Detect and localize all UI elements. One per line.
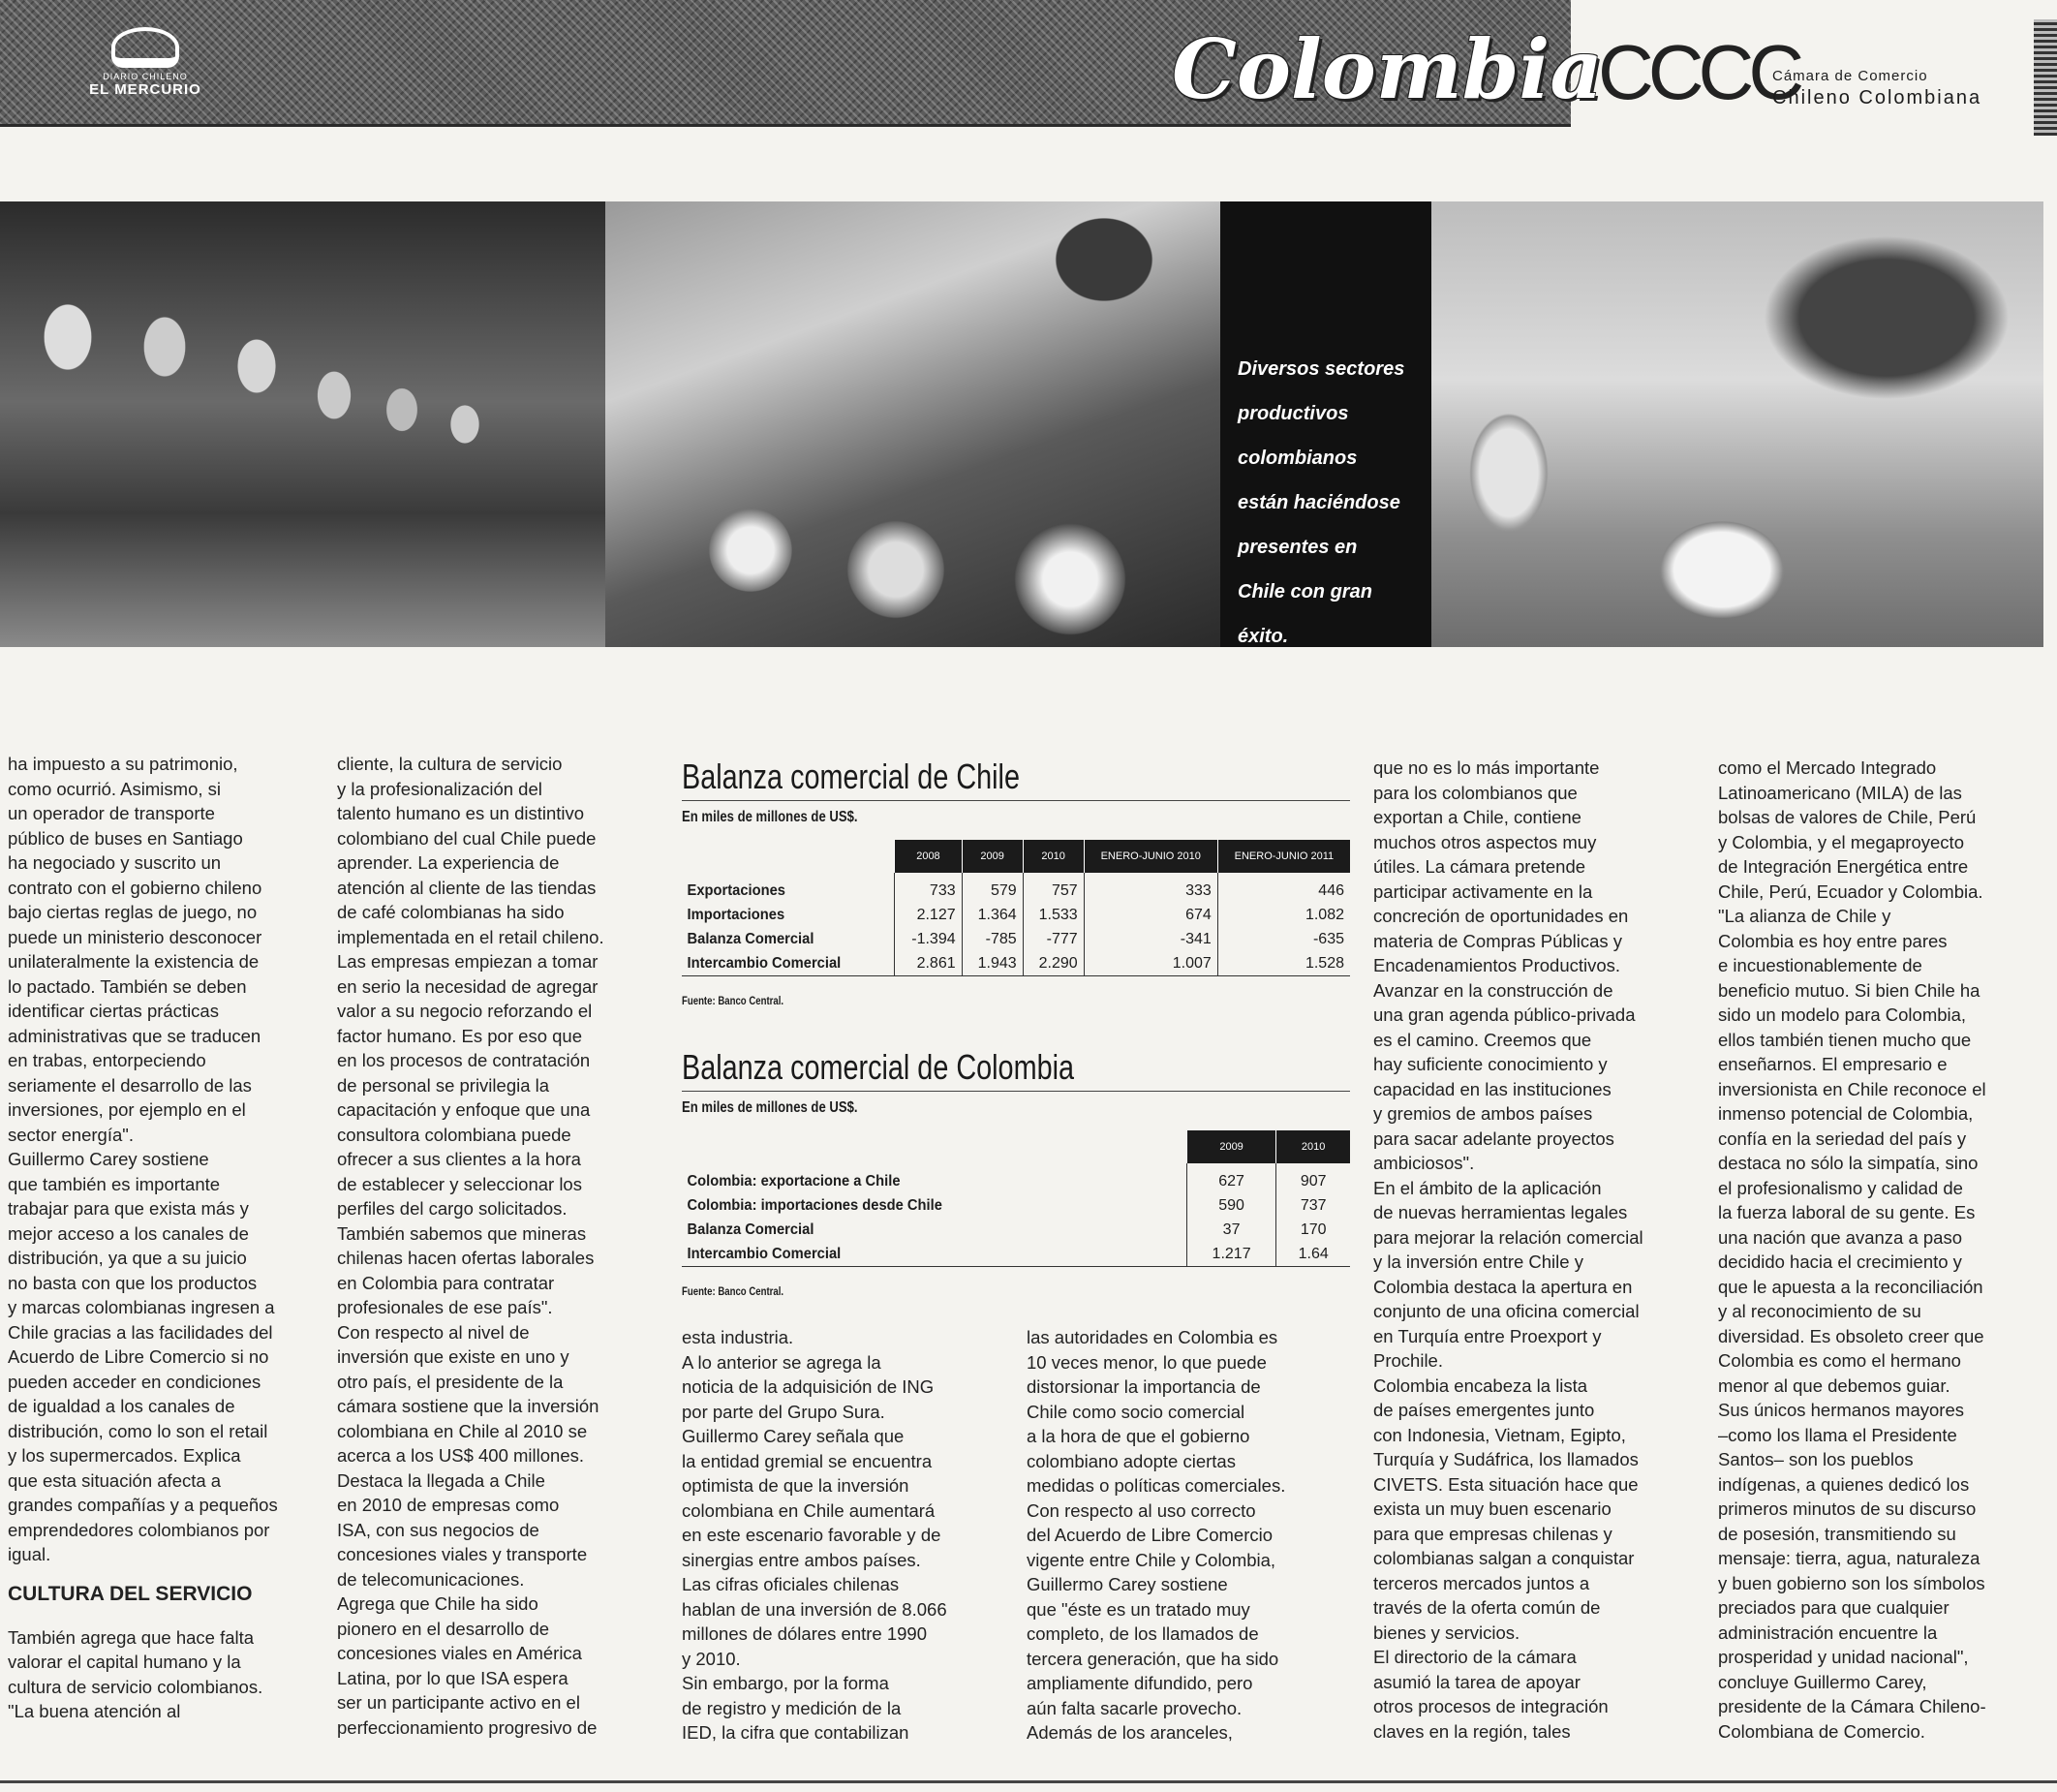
text-line: y al reconocimiento de su <box>1718 1301 1921 1321</box>
table-cell: 1.64 <box>1276 1242 1350 1267</box>
text-line: para los colombianos que <box>1373 782 1578 803</box>
text-line: que no es lo más importante <box>1373 757 1600 778</box>
text-line: e incuestionablemente de <box>1718 955 1922 975</box>
text-line: y marcas colombianas ingresen a <box>8 1297 275 1317</box>
text-line: un operador de transporte <box>8 803 215 823</box>
text-line: Chile, Perú, Ecuador y Colombia. <box>1718 881 1983 902</box>
text-line: ha impuesto a su patrimonio, <box>8 754 238 774</box>
text-line: en trabas, entorpeciendo <box>8 1050 206 1070</box>
text-line: "La buena atención al <box>8 1701 181 1721</box>
text-line: de café colombianas ha sido <box>337 902 565 922</box>
subhead-cultura: CULTURA DEL SERVICIO <box>8 1582 253 1605</box>
table-cell: 590 <box>1186 1193 1276 1218</box>
text-line: claves en la región, tales <box>1373 1720 1571 1742</box>
text-line: por parte del Grupo Sura. <box>682 1401 885 1422</box>
text-line: de registro y medición de la <box>682 1697 902 1718</box>
text-line: asumió la tarea de apoyar <box>1373 1671 1581 1692</box>
page-edge-mark-right <box>2034 19 2057 136</box>
text-line: El directorio de la cámara <box>1373 1647 1577 1667</box>
text-line: CIVETS. Esta situación hace que <box>1373 1473 1639 1495</box>
table-balanza-colombia <box>682 1046 1350 1298</box>
text-line: en 2010 de empresas como <box>337 1495 560 1515</box>
table-cell: 674 <box>1084 903 1217 927</box>
text-line: En el ámbito de la aplicación <box>1373 1177 1602 1198</box>
text-line: Chile con gran <box>1238 581 1372 602</box>
text-line: menor al que debemos guiar. <box>1718 1375 1950 1396</box>
photo-flower-market <box>605 201 1220 647</box>
table-header-cell <box>682 1130 1186 1163</box>
text-line: esta industria. <box>682 1327 794 1347</box>
text-line: Colombia encabeza la lista <box>1373 1375 1588 1396</box>
text-line: pueden acceder en condiciones <box>8 1371 261 1392</box>
chamber-mark: CCCC <box>1598 29 1799 115</box>
row-label: Colombia: exportacione a Chile <box>682 1163 1147 1193</box>
text-line: Las cifras oficiales chilenas <box>682 1574 900 1594</box>
table-cell: -1.394 <box>895 927 962 951</box>
table-cell: 1.364 <box>962 903 1023 927</box>
table-chile-header-row <box>682 840 1350 873</box>
table-cell: 627 <box>1186 1163 1276 1193</box>
text-line: exista un muy buen escenario <box>1373 1498 1612 1519</box>
text-line: Prochile. <box>1373 1350 1443 1371</box>
text-line: conjunto de una oficina comercial <box>1373 1301 1640 1321</box>
text-line: presentes en <box>1238 537 1358 558</box>
table-row <box>682 1193 1350 1218</box>
table-chile-source: Fuente: Banco Central. <box>682 994 784 1007</box>
text-line: de nuevas herramientas legales <box>1373 1202 1628 1222</box>
text-line: y buen gobierno son los símbolos <box>1718 1572 1985 1593</box>
text-line: IED, la cifra que contabilizan <box>682 1722 909 1743</box>
table-cell: 907 <box>1300 1172 1327 1190</box>
text-line: Con respecto al nivel de <box>337 1321 530 1343</box>
table-colombia-body <box>682 1163 1350 1267</box>
text-line: ellos también tienen mucho que <box>1718 1029 1972 1050</box>
article-column-4 <box>1027 1325 1356 1746</box>
text-line: del Acuerdo de Libre Comercio <box>1027 1525 1274 1545</box>
text-line: que "éste es un tratado muy <box>1027 1598 1250 1620</box>
text-line: A lo anterior se agrega la <box>682 1351 881 1373</box>
text-line: bolsas de valores de Chile, Perú <box>1718 807 1977 827</box>
text-line: Latina, por lo que ISA espera <box>337 1667 568 1688</box>
text-line: concreción de oportunidades en <box>1373 906 1629 926</box>
table-colombia-title: Balanza comercial de Colombia <box>682 1047 1074 1087</box>
text-line: Colombia es como el hermano <box>1718 1350 1961 1371</box>
text-line: y 2010. <box>682 1648 741 1669</box>
text-line: millones de dólares entre 1990 <box>682 1623 927 1644</box>
table-colombia-source: Fuente: Banco Central. <box>682 1284 784 1298</box>
row-label: Intercambio Comercial <box>682 951 877 976</box>
table-colombia-subtitle: En miles de millones de US$. <box>682 1099 858 1116</box>
text-line: y los supermercados. Explica <box>8 1445 241 1466</box>
table-cell: 1.528 <box>1217 951 1350 976</box>
text-line: Diversos sectores <box>1238 358 1405 380</box>
row-label: Importaciones <box>682 903 877 927</box>
text-line: Las empresas empiezan a tomar <box>337 951 599 972</box>
table-row <box>682 1163 1350 1193</box>
table-header-cell: 2009 <box>1186 1130 1276 1163</box>
text-line: Colombiana de Comercio. <box>1718 1720 1925 1742</box>
text-line: mensaje: tierra, agua, naturaleza <box>1718 1548 1980 1568</box>
text-line: colombiana en Chile al 2010 se <box>337 1420 588 1441</box>
text-line: Avanzar en la construcción de <box>1373 979 1613 1001</box>
text-line: ser un participante activo en el <box>337 1692 580 1713</box>
section-title: Colombia <box>1172 21 1603 117</box>
text-line: Santos– son los pueblos <box>1718 1449 1914 1469</box>
text-line: Chile gracias a las facilidades del <box>8 1321 273 1343</box>
text-line: una nación que avanza a paso <box>1718 1226 1963 1248</box>
text-line: en Turquía entre Proexport y <box>1373 1325 1602 1346</box>
text-line: y la profesionalización del <box>337 778 542 799</box>
text-line: hablan de una inversión de 8.066 <box>682 1598 947 1620</box>
text-line: hay suficiente conocimiento y <box>1373 1054 1608 1074</box>
text-line: distribución, ya que a su juicio <box>8 1248 247 1268</box>
text-line: concluye Guillermo Carey, <box>1718 1671 1927 1692</box>
text-line: en los procesos de contratación <box>337 1050 591 1070</box>
text-line: enseñarnos. El empresario e <box>1718 1054 1948 1074</box>
section-header-band <box>0 0 1603 127</box>
text-line: unilateralmente la existencia de <box>8 951 260 972</box>
text-line: Acuerdo de Libre Comercio si no <box>8 1346 269 1367</box>
text-line: la entidad gremial se encuentra <box>682 1450 933 1471</box>
table-cell: 2.290 <box>1023 951 1084 976</box>
text-line: prosperidad y unidad nacional", <box>1718 1647 1969 1667</box>
table-cell: -785 <box>962 927 1023 951</box>
text-line: diversidad. Es obsoleto creer que <box>1718 1325 1984 1346</box>
table-cell: 446 <box>1318 881 1344 899</box>
text-line: Guillermo Carey sostiene <box>8 1149 209 1169</box>
text-line: inversión que existe en uno y <box>337 1346 569 1367</box>
table-balanza-chile <box>682 756 1350 1007</box>
text-line: inversionista en Chile reconoce el <box>1718 1078 1986 1099</box>
text-line: el profesionalismo y calidad de <box>1718 1177 1963 1198</box>
text-line: de establecer y seleccionar los <box>337 1173 582 1194</box>
table-row <box>682 951 1350 976</box>
text-line: tercera generación, que ha sido <box>1027 1648 1279 1669</box>
table-cell: 1.082 <box>1305 906 1344 923</box>
row-label: Balanza Comercial <box>682 927 877 951</box>
text-line: las autoridades en Colombia es <box>1027 1327 1278 1347</box>
text-line: otro país, el presidente de la <box>337 1371 564 1392</box>
text-line: Con respecto al uso correcto <box>1027 1499 1256 1521</box>
text-line: Además de los aranceles, <box>1027 1722 1233 1743</box>
text-line: lo pactado. También se deben <box>8 975 247 997</box>
text-line: Colombia es hoy entre pares <box>1718 930 1948 951</box>
table-cell: 170 <box>1300 1220 1327 1238</box>
bottom-rule <box>0 1780 2057 1783</box>
text-line: También sabemos que mineras <box>337 1222 587 1244</box>
table-chile-subtitle: En miles de millones de US$. <box>682 809 858 825</box>
text-line: de Integración Energética entre <box>1718 856 1969 877</box>
text-line: en serio la necesidad de agregar <box>337 975 599 997</box>
text-line: Destaca la llegada a Chile <box>337 1469 545 1491</box>
text-line: Guillermo Carey sostiene <box>1027 1574 1228 1594</box>
text-line: puede un ministerio desconocer <box>8 926 262 947</box>
text-line: bajo ciertas reglas de juego, no <box>8 902 258 922</box>
text-line: presidente de la Cámara Chileno- <box>1718 1696 1986 1716</box>
el-mercurio-logo <box>87 27 203 107</box>
text-line: de igualdad a los canales de <box>8 1396 235 1416</box>
text-line: Chile como socio comercial <box>1027 1401 1245 1422</box>
text-line: vigente entre Chile y Colombia, <box>1027 1549 1276 1570</box>
table-row <box>682 1218 1350 1242</box>
text-line: están haciéndose <box>1238 492 1400 513</box>
text-line: Latinoamericano (MILA) de las <box>1718 782 1962 803</box>
table-cell: 1.943 <box>962 951 1023 976</box>
table-header-cell: 2010 <box>1023 840 1084 873</box>
table-header-cell <box>682 840 895 873</box>
text-line: colombiano del cual Chile puede <box>337 827 597 849</box>
text-line: optimista de que la inversión <box>682 1475 909 1496</box>
photo-caption-box <box>1220 201 1431 647</box>
column-1-text-a <box>8 752 327 1567</box>
text-line: Agrega que Chile ha sido <box>337 1593 538 1614</box>
text-line: para mejorar la relación comercial <box>1373 1226 1643 1248</box>
text-line: productivos <box>1238 403 1349 424</box>
table-row <box>682 903 1350 927</box>
text-line: distorsionar la importancia de <box>1027 1376 1261 1397</box>
text-line: inversiones, por ejemplo en el <box>8 1099 246 1120</box>
article-column-1 <box>8 752 327 1724</box>
text-line: beneficio mutuo. Si bien Chile ha <box>1718 979 1980 1001</box>
table-cell: 737 <box>1300 1196 1327 1214</box>
text-line: útiles. La cámara pretende <box>1373 856 1586 877</box>
text-line: medidas o políticas comerciales. <box>1027 1475 1286 1496</box>
row-label: Balanza Comercial <box>682 1218 1147 1242</box>
text-line: noticia de la adquisición de ING <box>682 1376 935 1397</box>
article-column-3 <box>682 1325 1011 1746</box>
table-header-cell: 2010 <box>1276 1130 1350 1163</box>
text-line: 10 veces menor, lo que puede <box>1027 1351 1267 1373</box>
text-line: contrato con el gobierno chileno <box>8 877 262 898</box>
text-line: perfiles del cargo solicitados. <box>337 1198 568 1219</box>
text-line: es el camino. Creemos que <box>1373 1029 1592 1050</box>
text-line: de telecomunicaciones. <box>337 1568 525 1590</box>
text-line: través de la oferta común de <box>1373 1597 1601 1618</box>
table-chile-title: Balanza comercial de Chile <box>682 757 1020 796</box>
text-line: aún falta sacarle provecho. <box>1027 1697 1243 1718</box>
text-line: participar activamente en la <box>1373 881 1593 902</box>
text-line: administración encuentre la <box>1718 1622 1938 1643</box>
text-line: de países emergentes junto <box>1373 1400 1595 1420</box>
row-label: Colombia: importaciones desde Chile <box>682 1193 1147 1218</box>
text-line: También agrega que hace falta <box>8 1626 255 1648</box>
text-line: público de buses en Santiago <box>8 827 243 849</box>
text-line: exportan a Chile, contiene <box>1373 807 1581 827</box>
table-row <box>682 927 1350 951</box>
table-header-cell: 2009 <box>962 840 1023 873</box>
photo-fashion-models <box>0 201 605 647</box>
text-line: y Colombia, y el megaproyecto <box>1718 831 1964 852</box>
text-line: acerca a los US$ 400 millones. <box>337 1445 585 1466</box>
text-line: aprender. La experiencia de <box>337 852 560 873</box>
table-chile-body <box>682 873 1350 976</box>
text-line: grandes compañías y a pequeños <box>8 1495 278 1515</box>
table-cell: 2.127 <box>895 903 962 927</box>
table-chile-grid <box>682 840 1350 976</box>
text-line: capacitación y enfoque que una <box>337 1099 591 1120</box>
row-label: Intercambio Comercial <box>682 1242 1147 1267</box>
text-line: en este escenario favorable y de <box>682 1525 941 1545</box>
text-line: en Colombia para contratar <box>337 1272 555 1293</box>
text-line: muchos otros aspectos muy <box>1373 831 1597 852</box>
text-line: igual. <box>8 1544 51 1564</box>
text-line: Turquía y Sudáfrica, los llamados <box>1373 1449 1639 1469</box>
text-line: Colombia destaca la apertura en <box>1373 1276 1633 1297</box>
text-line: y la inversión entre Chile y <box>1373 1251 1583 1272</box>
text-line: ampliamente difundido, pero <box>1027 1673 1253 1693</box>
table-colombia-grid <box>682 1130 1350 1267</box>
text-line: concesiones viales en América <box>337 1643 582 1663</box>
table-cell: 733 <box>895 873 962 903</box>
table-cell: 333 <box>1084 873 1217 903</box>
text-line: perfeccionamiento progresivo de <box>337 1716 598 1738</box>
text-line: identificar ciertas prácticas <box>8 1001 219 1021</box>
text-line: decidido hacia el crecimiento y <box>1718 1251 1962 1272</box>
text-line: inmenso potencial de Colombia, <box>1718 1103 1974 1124</box>
text-line: colombiano adopte ciertas <box>1027 1450 1236 1471</box>
table-cell: -777 <box>1023 927 1084 951</box>
table-header-cell: ENERO-JUNIO 2010 <box>1084 840 1217 873</box>
text-line: ofrecer a sus clientes a la hora <box>337 1149 581 1169</box>
table-header-cell: 2008 <box>895 840 962 873</box>
article-column-5 <box>1373 756 1703 1744</box>
text-line: con Indonesia, Vietnam, Egipto, <box>1373 1424 1626 1445</box>
table-cell: 37 <box>1186 1218 1276 1242</box>
chamber-name-line1: Cámara de Comercio <box>1772 68 1928 84</box>
text-line: cultura de servicio colombianos. <box>8 1676 263 1697</box>
table-cell: -635 <box>1312 930 1344 947</box>
table-header-cell: ENERO-JUNIO 2011 <box>1217 840 1350 873</box>
text-line: completo, de los llamados de <box>1027 1623 1259 1644</box>
text-line: Sus únicos hermanos mayores <box>1718 1400 1964 1420</box>
table-row <box>682 1242 1350 1267</box>
text-line: mejor acceso a los canales de <box>8 1222 249 1244</box>
text-line: a la hora de que el gobierno <box>1027 1426 1250 1446</box>
text-line: capacidad en las instituciones <box>1373 1078 1612 1099</box>
text-line: materia de Compras Públicas y <box>1373 930 1623 951</box>
table-cell: 1.007 <box>1084 951 1217 976</box>
table-cell: 579 <box>962 873 1023 903</box>
text-line: destaca no sólo la simpatía, sino <box>1718 1153 1979 1173</box>
text-line: confía en la seriedad del país y <box>1718 1128 1967 1149</box>
text-line: que esta situación afecta a <box>8 1469 222 1491</box>
el-mercurio-emblem-icon <box>111 27 179 68</box>
row-label: Exportaciones <box>682 873 877 903</box>
table-cell: 1.217 <box>1186 1242 1276 1267</box>
text-line: para sacar adelante proyectos <box>1373 1128 1614 1149</box>
text-line: colombianos <box>1238 448 1358 469</box>
text-line: como ocurrió. Asimismo, si <box>8 778 221 799</box>
text-line: valor a su negocio reforzando el <box>337 1001 593 1021</box>
chamber-logo <box>1598 29 2024 126</box>
text-line: ha negociado y suscrito un <box>8 852 222 873</box>
text-line: éxito. <box>1238 626 1289 647</box>
text-line: sector energía". <box>8 1124 134 1145</box>
text-line: valorar el capital humano y la <box>8 1652 241 1672</box>
text-line: factor humano. Es por eso que <box>337 1025 582 1046</box>
table-cell: 757 <box>1023 873 1084 903</box>
text-line: de personal se privilegia la <box>337 1074 550 1096</box>
text-line: pionero en el desarrollo de <box>337 1618 550 1639</box>
text-line: como el Mercado Integrado <box>1718 757 1937 778</box>
text-line: bienes y servicios. <box>1373 1622 1520 1643</box>
text-line: concesiones viales y transporte <box>337 1544 588 1564</box>
text-line: distribución, como lo son el retail <box>8 1420 268 1441</box>
text-line: consultora colombiana puede <box>337 1124 571 1145</box>
text-line: cliente, la cultura de servicio <box>337 754 563 774</box>
text-line: profesionales de ese país". <box>337 1297 553 1317</box>
photo-caption <box>1238 337 1422 668</box>
text-line: talento humano es un distintivo <box>337 803 585 823</box>
text-line: colombiana en Chile aumentará <box>682 1499 936 1521</box>
text-line: Guillermo Carey señala que <box>682 1426 905 1446</box>
text-line: que le apuesta a la reconciliación <box>1718 1276 1983 1297</box>
text-line: una gran agenda público-privada <box>1373 1004 1636 1025</box>
column-1-text-b <box>8 1625 327 1724</box>
text-line: cámara sostiene que la inversión <box>337 1396 599 1416</box>
table-cell: 2.861 <box>895 951 962 976</box>
text-line: colombianas salgan a conquistar <box>1373 1548 1635 1568</box>
article-column-2 <box>337 752 661 1740</box>
text-line: administrativas que se traducen <box>8 1025 261 1046</box>
text-line: para que empresas chilenas y <box>1373 1523 1612 1544</box>
article-column-6 <box>1718 756 2047 1744</box>
table-colombia-rule <box>682 1091 1350 1092</box>
table-cell: 1.533 <box>1023 903 1084 927</box>
table-row <box>682 873 1350 903</box>
text-line: "La alianza de Chile y <box>1718 906 1891 926</box>
text-line: seriamente el desarrollo de las <box>8 1074 252 1096</box>
photo-coffee-cup <box>1431 201 2043 647</box>
text-line: Sin embargo, por la forma <box>682 1673 889 1693</box>
text-line: emprendedores colombianos por <box>8 1519 270 1540</box>
table-chile-rule <box>682 800 1350 801</box>
text-line: –como los llama el Presidente <box>1718 1424 1957 1445</box>
text-line: primeros minutos de su discurso <box>1718 1498 1977 1519</box>
text-line: de posesión, transmitiendo su <box>1718 1523 1956 1544</box>
text-line: preciados para que cualquier <box>1718 1597 1950 1618</box>
text-line: Encadenamientos Productivos. <box>1373 955 1621 975</box>
text-line: sido un modelo para Colombia, <box>1718 1004 1967 1025</box>
text-line: y gremios de ambos países <box>1373 1103 1593 1124</box>
text-line: que también es importante <box>8 1173 221 1194</box>
chamber-name-line2: Chileno Colombiana <box>1772 87 1982 108</box>
text-line: ambiciosos". <box>1373 1153 1475 1173</box>
table-cell: -341 <box>1084 927 1217 951</box>
text-line: trabajar para que exista más y <box>8 1198 249 1219</box>
text-line: ISA, con sus negocios de <box>337 1519 539 1540</box>
brand-small-text: DIARIO CHILENO <box>103 72 188 81</box>
text-line: sinergias entre ambos países. <box>682 1549 921 1570</box>
text-line: indígenas, a quienes dedicó los <box>1718 1473 1970 1495</box>
text-line: no basta con que los productos <box>8 1272 258 1293</box>
text-line: la fuerza laboral de su gente. Es <box>1718 1202 1976 1222</box>
brand-name: EL MERCURIO <box>89 81 201 98</box>
text-line: otros procesos de integración <box>1373 1696 1609 1716</box>
table-colombia-header-row <box>682 1130 1350 1163</box>
text-line: implementada en el retail chileno. <box>337 926 604 947</box>
text-line: chilenas hacen ofertas laborales <box>337 1248 595 1268</box>
text-line: terceros mercados juntos a <box>1373 1572 1590 1593</box>
text-line: atención al cliente de las tiendas <box>337 877 597 898</box>
